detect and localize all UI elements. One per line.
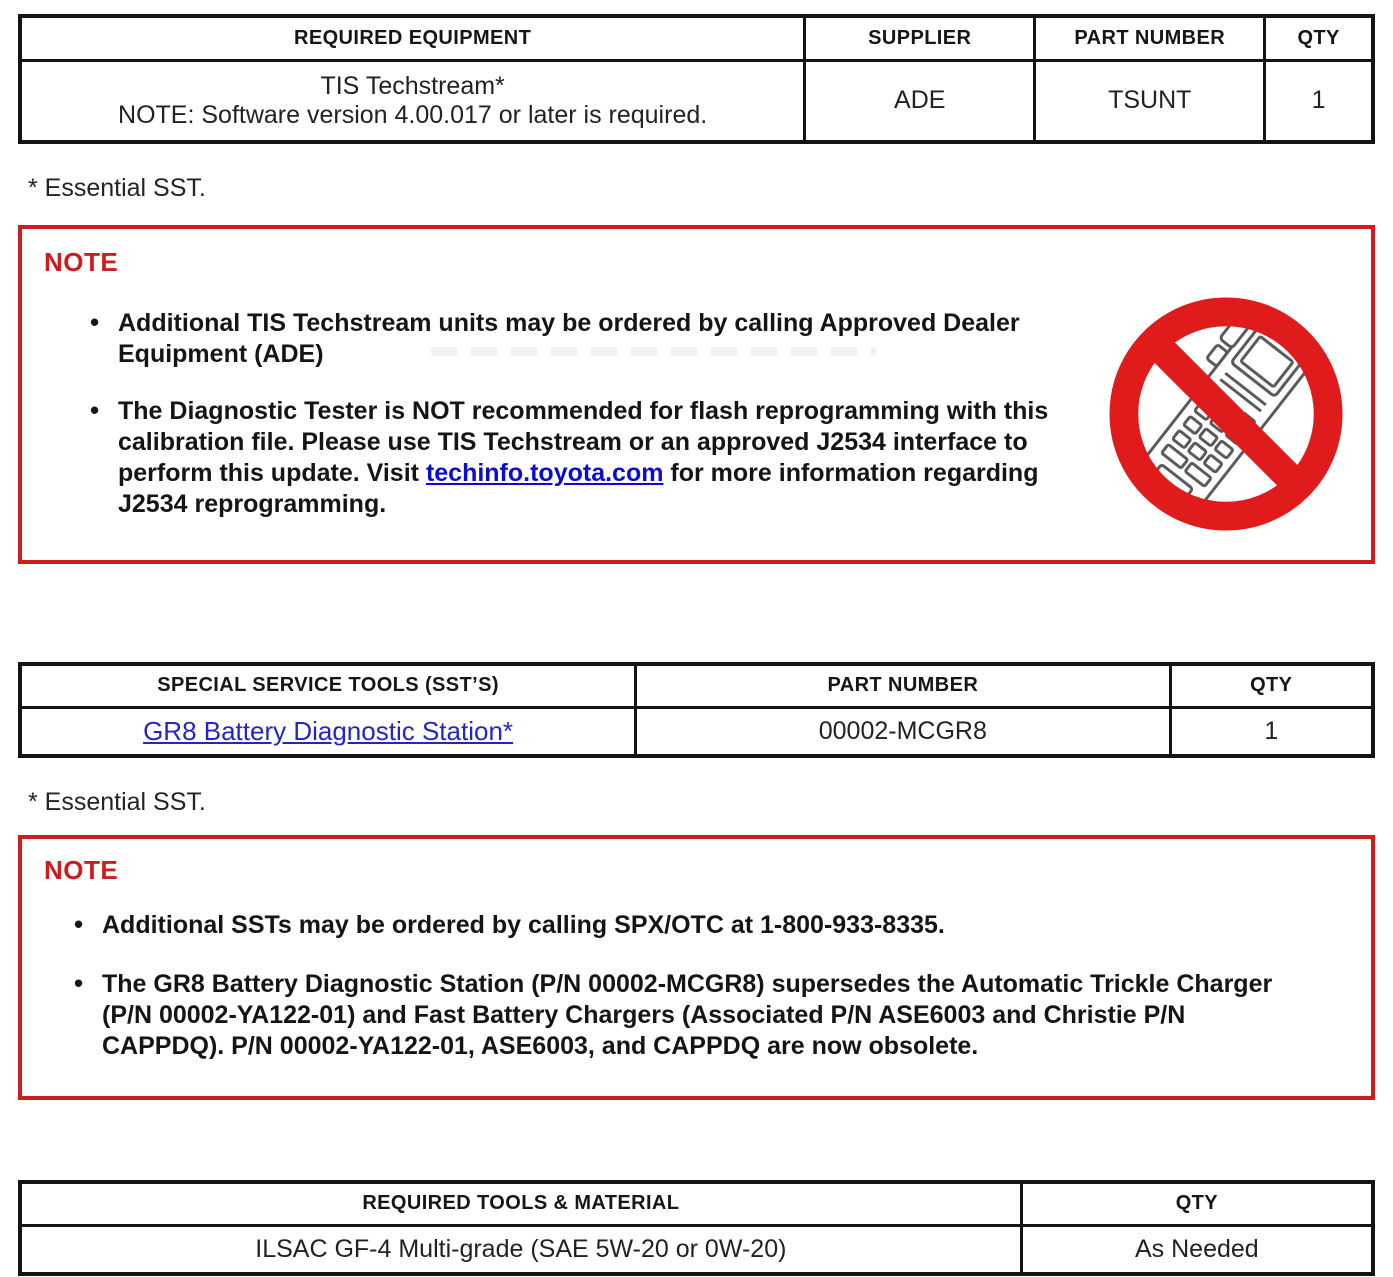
equipment-name: TIS Techstream* xyxy=(320,71,505,100)
required-tools-material-table xyxy=(18,1180,1375,1276)
erased-text-smudge xyxy=(431,347,876,356)
column-header-required-tools: REQUIRED TOOLS & MATERIAL xyxy=(20,1182,1021,1226)
table-row xyxy=(20,1226,1373,1274)
note-box-sst xyxy=(18,835,1375,1100)
supplier-cell: ADE xyxy=(805,60,1035,142)
note-bullet-tester-text: The Diagnostic Tester is NOT recommended for flash reprogramming with this calibration file. Please use TIS Techstream or an approved J2534 interface to perform this update. Visit xyxy=(118,396,1049,487)
table-header-row xyxy=(20,1182,1373,1226)
note-title: NOTE xyxy=(44,854,119,885)
column-header-part-number: PART NUMBER xyxy=(636,664,1170,708)
note-bullet-gr8-text: The GR8 Battery Diagnostic Station (P/N 00002-MCGR8) supersedes the Automatic Trickle Charger (P/N 00002-YA122-01) and Fast Battery Chargers (Associated P/N ASE6003 and Christie P/N CAPPDQ). P/N 00002-YA122-01, ASE6003, and CAPPDQ are now obsolete. xyxy=(102,969,1273,1060)
column-header-part-number: PART NUMBER xyxy=(1035,16,1265,60)
gr8-battery-station-link[interactable]: GR8 Battery Diagnostic Station* xyxy=(143,715,514,746)
note-bullet-diagnostic-tester xyxy=(86,396,1058,520)
note-bullet-gr8-supersedes xyxy=(70,969,1314,1062)
column-header-supplier: SUPPLIER xyxy=(805,16,1035,60)
column-header-qty: QTY xyxy=(1170,664,1373,708)
qty-cell: As Needed xyxy=(1021,1226,1373,1274)
note-bullet-tester-text-end: for more information regarding J2534 reprogramming. xyxy=(118,458,1039,518)
part-number-cell: TSUNT xyxy=(1035,60,1265,142)
column-header-qty: QTY xyxy=(1265,16,1373,60)
table-header-row xyxy=(20,16,1373,60)
note-bullet-sst-ordering-text: Additional SSTs may be ordered by calling SPX/OTC at 1-800-933-8335. xyxy=(102,910,945,939)
techinfo-link[interactable]: techinfo.toyota.com xyxy=(425,458,664,487)
required-equipment-table xyxy=(18,14,1375,144)
note-box-techstream xyxy=(18,225,1375,564)
essential-sst-footnote: * Essential SST. xyxy=(28,787,206,816)
column-header-qty: QTY xyxy=(1021,1182,1373,1226)
note-title: NOTE xyxy=(44,246,119,277)
part-number-cell: 00002-MCGR8 xyxy=(636,708,1170,756)
column-header-sst: SPECIAL SERVICE TOOLS (SST’S) xyxy=(20,664,636,708)
note-bullet-ordering xyxy=(86,308,1058,370)
equipment-note: NOTE: Software version 4.00.017 or later is required. xyxy=(118,100,708,129)
column-header-required-equipment: REQUIRED EQUIPMENT xyxy=(20,16,805,60)
note-bullet-ordering-text: Additional TIS Techstream units may be ordered by calling Approved Dealer Equipment (ADE) xyxy=(118,308,1020,368)
table-header-row xyxy=(20,664,1373,708)
essential-sst-footnote: * Essential SST. xyxy=(28,173,206,202)
material-cell: ILSAC GF-4 Multi-grade (SAE 5W-20 or 0W-20) xyxy=(20,1226,1021,1274)
prohibited-diagnostic-tester-icon xyxy=(1107,295,1345,533)
table-row xyxy=(20,708,1373,756)
qty-cell: 1 xyxy=(1265,60,1373,142)
qty-cell: 1 xyxy=(1170,708,1373,756)
note-bullet-sst-ordering xyxy=(70,910,1314,941)
sst-cell xyxy=(20,708,636,756)
table-row xyxy=(20,60,1373,142)
special-service-tools-table xyxy=(18,662,1375,758)
equipment-cell xyxy=(20,60,805,142)
